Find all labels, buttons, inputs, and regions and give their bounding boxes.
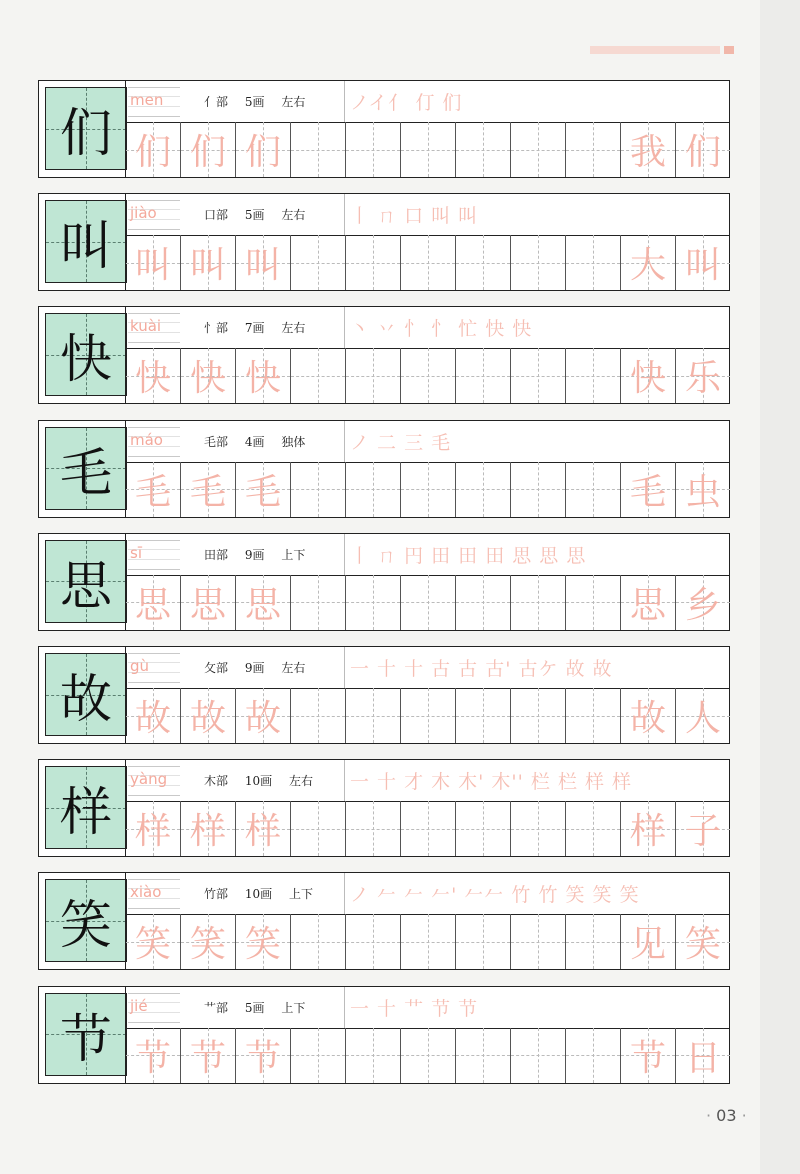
writing-cell[interactable] [566,801,621,856]
pinyin-lines [128,993,180,1023]
writing-cell[interactable] [566,1028,621,1083]
trace-character: 故 [189,698,226,739]
model-character-cell [45,993,127,1076]
trace-character: 故 [244,698,281,739]
character-info [126,307,730,349]
writing-cell[interactable] [236,801,291,856]
writing-grid [126,348,730,403]
pinyin-lines [128,313,180,343]
writing-cell[interactable] [621,801,676,856]
model-character-cell [45,200,127,283]
writing-cell[interactable] [456,801,511,856]
trace-character: 笑 [189,924,226,966]
writing-cell[interactable] [291,914,346,969]
trace-character: 快 [189,358,226,400]
radical: 忄部 [204,321,229,336]
character-info [126,987,730,1029]
writing-cell[interactable] [676,688,730,743]
model-character-cell [45,766,127,849]
model-character: 快 [59,330,112,391]
pinyin: sī [130,543,142,562]
writing-cell[interactable] [401,914,456,969]
model-character: 笑 [59,896,112,957]
stroke-order: 丨 ㄇ 円 田 田 田 思 思 思 [350,544,587,567]
trace-character: 样 [134,811,171,853]
radical: 攵部 [204,661,229,675]
word-character: 见 [629,924,666,966]
writing-cell[interactable] [236,462,291,517]
writing-cell[interactable] [566,235,621,290]
practice-row [38,193,730,291]
writing-cell[interactable] [456,462,511,517]
writing-cell[interactable] [456,348,511,403]
word-character: 快 [629,358,666,400]
writing-cell[interactable] [566,688,621,743]
stroke-order: 丨 ㄇ 口 叫 叫 [350,205,479,228]
writing-cell[interactable] [291,348,346,403]
writing-cell[interactable] [126,688,181,743]
character-info [126,421,730,463]
info-separator [344,307,345,348]
writing-grid [126,688,730,743]
writing-cell[interactable] [291,1028,346,1083]
writing-cell[interactable] [621,575,676,630]
model-character-cell [45,427,127,510]
writing-cell[interactable] [181,688,236,743]
writing-cell[interactable] [126,462,181,517]
trace-character: 们 [189,132,226,173]
model-character: 们 [59,104,112,164]
info-separator [344,987,345,1028]
model-character-cell [45,87,127,170]
stroke-order: 一 十 艹 节 节 [350,997,479,1020]
writing-cell[interactable] [126,801,181,856]
writing-cell[interactable] [456,914,511,969]
writing-grid [126,801,730,856]
writing-cell[interactable] [346,462,401,517]
info-separator [344,81,345,122]
pinyin-lines [128,200,180,230]
writing-cell[interactable] [181,348,236,403]
pinyin: kuài [130,317,162,336]
pinyin: men [130,91,164,109]
writing-cell[interactable] [126,122,181,177]
model-character-cell [45,313,127,396]
trace-character: 节 [244,1037,281,1079]
trace-character: 叫 [134,245,171,287]
structure: 独体 [281,434,306,449]
model-character: 叫 [59,217,112,278]
radical: 口部 [204,208,229,223]
character-info [126,760,730,802]
trace-character: 思 [244,584,281,626]
structure: 上下 [281,1000,306,1015]
writing-cell[interactable] [456,1028,511,1083]
writing-cell[interactable] [236,575,291,630]
stroke-count: 5画 [244,1000,265,1015]
writing-cell[interactable] [621,1028,676,1083]
writing-cell[interactable] [566,348,621,403]
writing-cell[interactable] [621,122,676,177]
trace-character: 毛 [134,471,171,513]
writing-cell[interactable] [676,914,730,969]
writing-grid [126,122,730,177]
writing-cell[interactable] [511,348,566,403]
word-character: 虫 [684,471,721,513]
writing-cell[interactable] [291,122,346,177]
writing-cell[interactable] [236,1028,291,1083]
writing-cell[interactable] [511,914,566,969]
writing-cell[interactable] [621,462,676,517]
pinyin: xiào [130,883,162,902]
practice-row [38,420,730,518]
info-separator [344,194,345,235]
writing-cell[interactable] [566,575,621,630]
writing-grid [126,1028,730,1083]
stroke-count: 9画 [244,661,265,675]
info-separator [344,534,345,575]
practice-row [38,533,730,631]
writing-cell[interactable] [291,462,346,517]
writing-grid [126,575,730,630]
structure: 左右 [281,95,306,109]
writing-cell[interactable] [621,914,676,969]
stroke-order: 丶 丷 忄 忄 忙 快 快 [350,318,533,341]
stroke-order: ノイ亻 仃 们 [350,92,463,114]
pinyin-lines [128,87,180,117]
writing-cell[interactable] [621,235,676,290]
writing-cell[interactable] [346,688,401,743]
practice-row [38,759,730,857]
trace-character: 叫 [189,245,226,287]
word-character: 毛 [629,471,666,513]
character-meta [204,659,318,676]
info-separator [344,873,345,914]
word-character: 们 [684,132,721,173]
writing-cell[interactable] [401,122,456,177]
writing-cell[interactable] [456,235,511,290]
writing-cell[interactable] [181,462,236,517]
stroke-order: 一 十 才 木 木' 木'' 栏 栏 样 样 [350,771,633,794]
writing-cell[interactable] [401,1028,456,1083]
character-meta [204,885,326,902]
pinyin-lines [128,653,180,683]
writing-cell[interactable] [456,122,511,177]
radical: 竹部 [204,887,229,902]
writing-cell[interactable] [126,914,181,969]
character-meta [204,546,318,563]
writing-cell[interactable] [456,575,511,630]
pinyin: jié [130,996,148,1015]
character-info [126,873,730,915]
word-character: 大 [629,245,666,287]
trace-character: 们 [134,132,171,173]
writing-cell[interactable] [181,1028,236,1083]
stroke-order: ノ 二 三 毛 [350,431,452,454]
writing-cell[interactable] [566,122,621,177]
pinyin: yàng [130,770,168,789]
word-character: 节 [629,1037,666,1079]
word-character: 日 [684,1037,721,1079]
practice-row [38,986,730,1084]
writing-cell[interactable] [181,235,236,290]
writing-cell[interactable] [126,348,181,403]
writing-cell[interactable] [676,122,730,177]
word-character: 故 [629,698,666,739]
writing-cell[interactable] [236,688,291,743]
character-info [126,647,730,689]
writing-cell[interactable] [676,801,730,856]
pinyin-lines [128,879,180,909]
character-meta [204,93,318,110]
stroke-count: 10画 [244,774,273,789]
writing-cell[interactable] [181,122,236,177]
writing-cell[interactable] [346,1028,401,1083]
structure: 左右 [288,774,313,789]
word-character: 思 [629,584,666,626]
model-character: 故 [59,670,112,730]
model-character-cell [45,653,127,736]
writing-cell[interactable] [676,462,730,517]
character-meta [204,319,318,336]
writing-cell[interactable] [401,462,456,517]
writing-cell[interactable] [456,688,511,743]
writing-cell[interactable] [401,348,456,403]
practice-row [38,646,730,744]
writing-cell[interactable] [676,235,730,290]
trace-character: 们 [244,132,281,173]
structure: 左右 [281,661,306,675]
pinyin-lines [128,427,180,457]
trace-character: 快 [134,358,171,400]
pinyin: máo [130,430,163,449]
info-separator [344,647,345,688]
writing-cell[interactable] [566,914,621,969]
model-character-cell [45,540,127,623]
writing-cell[interactable] [291,801,346,856]
stroke-count: 9画 [244,547,265,562]
writing-cell[interactable] [401,688,456,743]
word-character: 乡 [684,584,721,626]
trace-character: 思 [134,584,171,626]
radical: 田部 [204,547,229,562]
page-number: · 03 · [706,1106,747,1125]
stroke-count: 4画 [244,434,265,449]
stroke-count: 10画 [244,887,273,902]
writing-cell[interactable] [291,235,346,290]
writing-grid [126,914,730,969]
character-meta [204,999,318,1016]
stroke-count: 5画 [244,208,265,223]
practice-row [38,872,730,970]
writing-cell[interactable] [566,462,621,517]
radical: 木部 [204,774,229,789]
writing-cell[interactable] [236,348,291,403]
writing-cell[interactable] [236,235,291,290]
practice-row [38,80,730,178]
trace-character: 节 [134,1037,171,1079]
writing-cell[interactable] [621,348,676,403]
info-separator [344,421,345,462]
structure: 左右 [281,208,306,223]
character-meta [204,433,318,450]
info-separator [344,760,345,801]
trace-character: 故 [134,698,171,739]
trace-character: 样 [189,811,226,853]
writing-cell[interactable] [346,801,401,856]
writing-grid [126,235,730,290]
word-character: 我 [629,132,666,173]
pinyin-lines [128,540,180,570]
writing-cell[interactable] [511,1028,566,1083]
character-meta [204,772,326,789]
model-character: 样 [59,783,112,844]
writing-cell[interactable] [236,914,291,969]
writing-cell[interactable] [346,122,401,177]
writing-cell[interactable] [181,914,236,969]
pinyin: gù [130,657,150,675]
writing-cell[interactable] [621,688,676,743]
character-meta [204,206,318,223]
trace-character: 样 [244,811,281,853]
writing-cell[interactable] [511,235,566,290]
writing-cell[interactable] [346,914,401,969]
radical: 艹部 [204,1000,229,1015]
writing-cell[interactable] [676,1028,730,1083]
writing-cell[interactable] [126,235,181,290]
writing-cell[interactable] [511,462,566,517]
practice-row [38,306,730,404]
writing-cell[interactable] [181,575,236,630]
stroke-count: 5画 [244,95,265,109]
writing-cell[interactable] [346,348,401,403]
radical: 毛部 [204,434,229,449]
pinyin: jiào [130,204,157,223]
word-character: 叫 [684,245,721,287]
word-character: 样 [629,811,666,853]
writing-cell[interactable] [181,801,236,856]
trace-character: 快 [244,358,281,400]
character-info [126,81,730,123]
writing-grid [126,462,730,517]
writing-cell[interactable] [126,1028,181,1083]
model-character: 节 [59,1009,112,1070]
word-character: 子 [684,811,721,853]
model-character-cell [45,879,127,962]
structure: 上下 [288,887,313,902]
writing-cell[interactable] [511,575,566,630]
radical: 亻部 [204,95,229,109]
writing-cell[interactable] [676,575,730,630]
trace-character: 叫 [244,245,281,287]
writing-cell[interactable] [401,235,456,290]
header-decoration-bar [590,46,720,54]
stroke-order: ノ 𠂉 𠂉 𠂉' 𠂉𠂉 竹 竹 笑 笑 笑 [350,884,640,907]
character-info [126,534,730,576]
trace-character: 笑 [244,924,281,966]
word-character: 乐 [684,358,721,400]
model-character: 毛 [59,443,112,504]
writing-cell[interactable] [401,801,456,856]
writing-cell[interactable] [236,122,291,177]
trace-character: 思 [189,584,226,626]
trace-character: 毛 [189,471,226,513]
word-character: 笑 [684,924,721,966]
pinyin-lines [128,766,180,796]
page-edge-strip [760,0,800,1174]
stroke-count: 7画 [244,321,265,336]
writing-cell[interactable] [511,801,566,856]
writing-cell[interactable] [511,688,566,743]
character-info [126,194,730,236]
writing-cell[interactable] [676,348,730,403]
word-character: 人 [684,698,721,739]
structure: 左右 [281,321,306,336]
structure: 上下 [281,547,306,562]
trace-character: 节 [189,1037,226,1079]
writing-cell[interactable] [401,575,456,630]
writing-cell[interactable] [291,575,346,630]
writing-cell[interactable] [346,235,401,290]
writing-cell[interactable] [511,122,566,177]
stroke-order: 一 十 十 古 古 古' 古ケ 故 故 [350,658,613,680]
writing-cell[interactable] [126,575,181,630]
trace-character: 毛 [244,471,281,513]
writing-cell[interactable] [291,688,346,743]
trace-character: 笑 [134,924,171,966]
writing-cell[interactable] [346,575,401,630]
model-character: 思 [59,556,112,617]
